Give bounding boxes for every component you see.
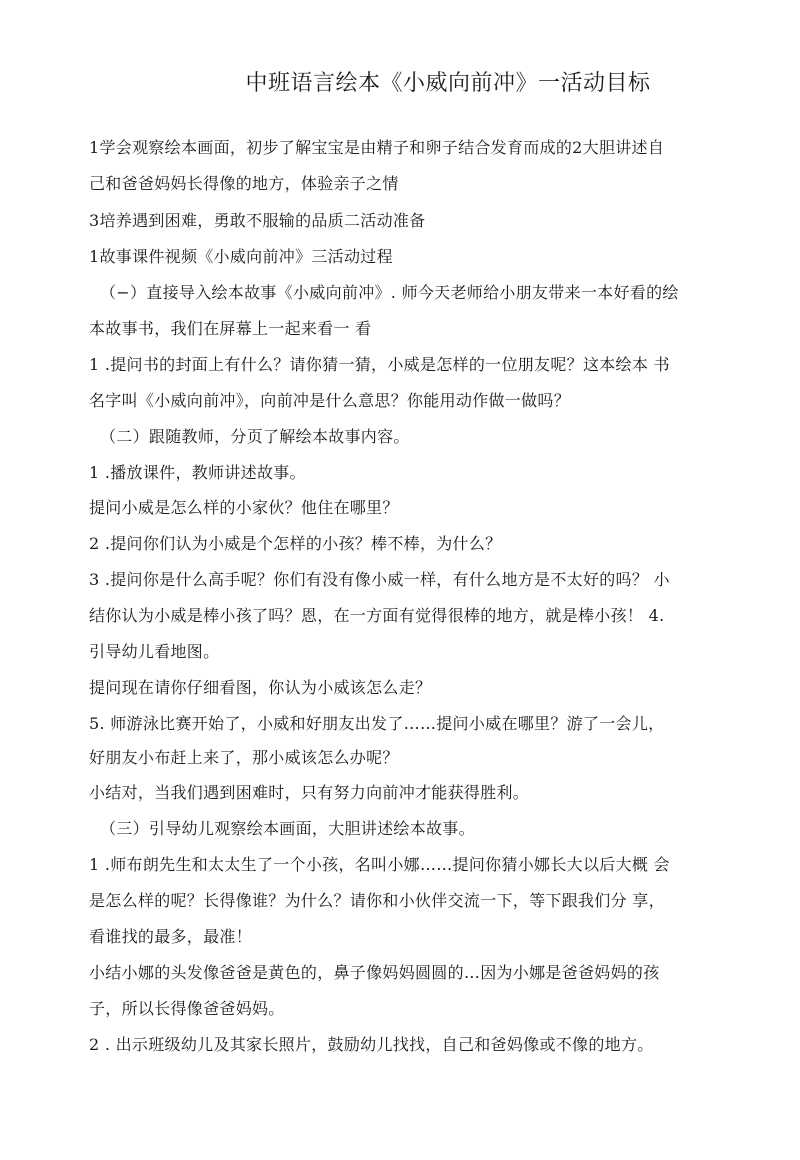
- text-line: 1 .播放课件，教师讲述故事。: [89, 463, 306, 482]
- text-line: 看谁找的最多，最准！: [89, 927, 253, 946]
- text-line: 1故事课件视频《小威向前冲》三活动过程: [89, 247, 393, 266]
- text-line: （二）跟随教师，分页了解绘本故事内容。: [100, 427, 410, 446]
- text-line: 是怎么样的呢？长得像谁？为什么？请你和小伙伴交流一下，等下跟我们分 享，: [89, 891, 665, 910]
- text-line: 1学会观察绘本画面，初步了解宝宝是由精子和卵子结合发育而成的2大胆讲述自: [89, 138, 665, 157]
- text-line: 3培养遇到困难，勇敢不服输的品质二活动准备: [89, 211, 426, 230]
- text-line: 3 .提问你是什么高手呢？你们有没有像小威一样，有什么地方是不太好的吗？ 小: [89, 570, 670, 589]
- text-line: 引导幼儿看地图。: [89, 642, 220, 661]
- text-line: 己和爸爸妈妈长得像的地方，体验亲子之情: [89, 174, 399, 193]
- text-line: 1 .提问书的封面上有什么？请你猜一猜，小威是怎样的一位朋友呢？这本绘本 书: [89, 355, 670, 374]
- text-line: 1 .师布朗先生和太太生了一个小孩，名叫小娜……提问你猜小娜长大以后大概 会: [89, 855, 670, 874]
- text-line: 小结对，当我们遇到困难时，只有努力向前冲才能获得胜利。: [89, 783, 530, 802]
- text-line: 提问现在请你仔细看图，你认为小威该怎么走？: [89, 678, 432, 697]
- document-title: 中班语言绘本《小威向前冲》一活动目标: [245, 71, 651, 96]
- text-line: （−）直接导入绘本故事《小威向前冲》. 师今天老师给小朋友带来一本好看的绘: [100, 283, 679, 302]
- text-line: 2 .提问你们认为小威是个怎样的小孩？棒不棒，为什么？: [89, 534, 502, 553]
- text-line: 本故事书，我们在屏幕上一起来看一 看: [89, 319, 372, 338]
- text-line: 小结小娜的头发像爸爸是黄色的，鼻子像妈妈圆圆的…因为小娜是爸爸妈妈的孩: [89, 963, 660, 982]
- text-line: 子，所以长得像爸爸妈妈。: [89, 999, 285, 1018]
- text-line: 2 . 出示班级幼儿及其家长照片，鼓励幼儿找找，自己和爸妈像或不像的地方。: [89, 1035, 654, 1054]
- text-line: 5. 师游泳比赛开始了，小威和好朋友出发了……提问小威在哪里？游了一会儿，: [89, 714, 665, 733]
- text-line: 提问小威是怎么样的小家伙？他住在哪里？: [89, 498, 399, 517]
- text-line: （三）引导幼儿观察绘本画面，大胆讲述绘本故事。: [100, 819, 475, 838]
- text-line: 名字叫《小威向前冲》，向前冲是什么意思？你能用动作做一做吗？: [89, 391, 571, 410]
- text-line: 好朋友小布赶上来了，那小威该怎么办呢？: [89, 748, 399, 767]
- text-line: 结你认为小威是棒小孩了吗？恩，在一方面有觉得很棒的地方，就是棒小孩！ 4.: [89, 606, 665, 625]
